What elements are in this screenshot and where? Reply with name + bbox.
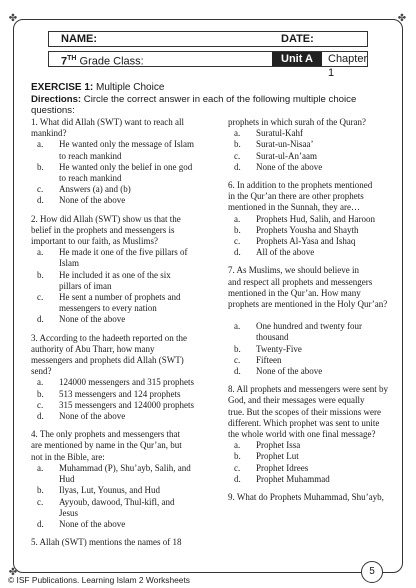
option-a[interactable]: a. 124000 messengers and 315 prophets [37,377,194,388]
option-b[interactable]: b. Twenty-Five [234,343,302,354]
option-c[interactable]: c. Fifteen [234,354,282,365]
option-d[interactable]: d. None of the above [234,161,323,172]
exercise-subtitle: Multiple Choice [96,82,165,93]
directions [31,94,391,116]
copyright-footer: © ISF Publications. Learning Islam 2 Worksheets [8,575,190,585]
question-6 [228,180,396,258]
grade-suffix: TH [67,55,77,62]
header-grade-unit-row [48,51,368,79]
option-c[interactable]: c. He sent a number of prophets and messengers to every nation [37,292,181,314]
question-5 [31,537,201,548]
corner-ornament-icon: ✤ [397,13,407,24]
question-8 [228,384,396,485]
option-d[interactable]: d. All of the above [234,247,315,258]
option-a[interactable]: a. He made it one of the five pillars of Islam [37,247,188,269]
option-a[interactable]: a. One hundred and twenty four thousand [234,321,362,343]
question-text: prophets in which surah of the Quran? [228,117,366,127]
grade-label: Grade [79,55,111,68]
option-c[interactable]: c. Surat-ul-An’aam [234,150,317,161]
right-column [228,117,396,510]
option-d[interactable]: d. None of the above [37,314,126,325]
question-5-continued [228,117,396,173]
class-label: Class: [113,55,144,68]
question-text: 4. The only prophets and messengers that are mentioned by name in the Qur’an, but not in the Bible, are: [31,429,182,462]
exercise-title: EXERCISE 1: [31,82,94,93]
option-c[interactable]: c. 315 messengers and 124000 prophets [37,399,194,410]
question-text: 9. What do Prophets Muhammad, Shu’ayb, [228,492,384,503]
header-name-date-row [48,31,368,47]
option-d[interactable]: d. Prophet Muhammad [234,473,330,484]
option-c[interactable]: c. Prophets Al-Yasa and Ishaq [234,236,356,247]
date-label: DATE: [281,33,314,45]
option-d[interactable]: d. None of the above [37,518,126,529]
option-b[interactable]: b. He wanted only the belief in one god to reach mankind [37,161,193,184]
corner-ornament-icon: ✤ [8,13,18,24]
question-4 [31,429,201,530]
option-d[interactable]: d. None of the above [37,195,126,206]
chapter-label: Chapter 1 [328,53,368,79]
question-2 [31,214,201,326]
question-text: 1. What did Allah (SWT) want to reach all mankind? [31,117,185,139]
question-7 [228,265,396,377]
option-b[interactable]: b. Ilyas, Lut, Younus, and Hud [37,485,161,496]
option-c[interactable]: c. Prophet Idrees [234,462,309,473]
option-c[interactable]: c. Ayyoub, dawood, Thul-kifl, and Jesus [37,496,175,518]
question-text: 8. All prophets and messengers were sent by God, and their messages were equally true. But the scopes of their missions were different. Which prophet was sent to unite the whole world with one final message? [228,384,388,440]
question-3 [31,333,201,423]
option-b[interactable]: b. Surat-un-Nisaa’ [234,139,314,150]
question-9 [228,492,396,503]
option-b[interactable]: b. 513 messengers and 124 prophets [37,388,181,399]
directions-text: Circle the correct answer in each of the following multiple choice questions: [31,94,357,116]
grade-number: 7 [61,55,68,68]
directions-label: Directions: [31,94,82,105]
option-a[interactable]: a. He wanted only the message of Islam to reach mankind [37,139,194,161]
corner-ornament-icon: ✤ [8,567,18,578]
question-text: 2. How did Allah (SWT) show us that the belief in the prophets and messengers is important to our faith, as Muslims? [31,213,181,247]
question-text: 7. As Muslims, we should believe in and respect all prophets and messengers mentioned in the Qur’an. How many prophets are mentioned in the Holy Qur’an? [228,265,388,310]
unit-badge: Unit A [272,52,322,66]
option-a[interactable]: a. Suratul-Kahf [234,128,303,139]
exercise-heading [31,82,164,93]
option-b[interactable]: b. He included it as one of the six pillars of iman [37,269,171,291]
option-c[interactable]: c. Answers (a) and (b) [37,184,131,195]
option-b[interactable]: b. Prophet Lut [234,451,299,462]
question-text: 3. According to the hadeeth reported on the authority of Abu Tharr, how many messengers and prophets did Allah (SWT) send? [31,332,187,377]
option-b[interactable]: b. Prophets Yousha and Shayth [234,224,359,235]
question-text: 5. Allah (SWT) mentions the names of 18 [31,537,182,548]
option-d[interactable]: d. None of the above [37,411,126,422]
page-number: 5 [361,561,383,583]
option-a[interactable]: a. Muhammad (P), Shu’ayb, Salih, and Hud [37,462,191,485]
left-column [31,117,201,555]
name-label: NAME: [61,33,98,45]
question-1 [31,117,201,207]
option-a[interactable]: a. Prophet Issa [234,440,301,451]
option-d[interactable]: d. None of the above [234,366,323,377]
question-text: 6. In addition to the prophets mentioned in the Qur’an there are other prophets mentioned in the Sunnah, they are… [228,180,373,213]
option-a[interactable]: a. Prophets Hud, Salih, and Haroon [234,213,375,224]
grade-field [61,52,144,66]
